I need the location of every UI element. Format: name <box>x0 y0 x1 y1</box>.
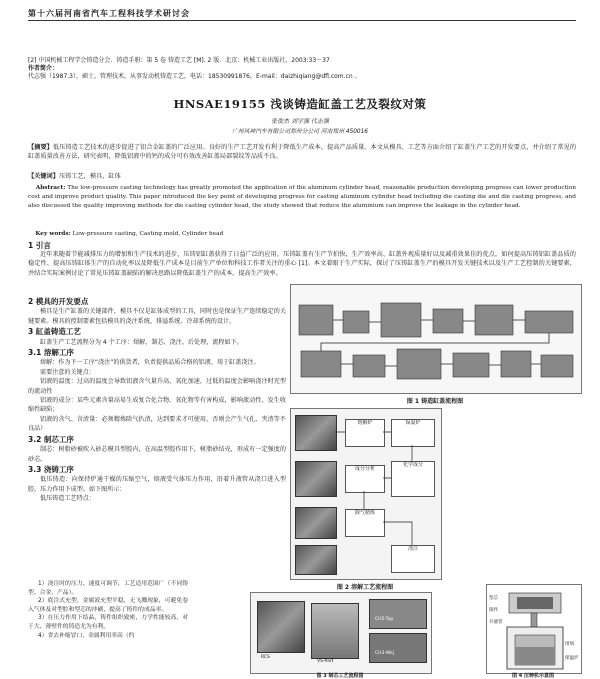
paper-authors: 张俊杰 刘学强 代志强 <box>271 118 329 125</box>
core-part-illustration <box>311 603 359 659</box>
reference-line: [2] 中国机械工程学会铸造分会．铸造手册：第 5 卷 铸造工艺 [M]. 2 版．北京：机械工业出版社，2003:33－37 <box>28 57 330 64</box>
fig2-box-6: 浇注 <box>391 545 435 573</box>
fig2-box-5: 除气精炼 <box>345 509 385 537</box>
fig4-label-riser: 升液管 <box>489 620 503 625</box>
features-list <box>28 580 188 640</box>
fig3-label-ch3: CH3-Wkj <box>375 651 395 656</box>
figure-2-caption: 图 2 溶解工艺流程图 <box>336 584 394 591</box>
feature-item-4: 4）省去补缩冒口，金属利用率高（约 <box>38 632 135 639</box>
figure-4 <box>486 584 582 674</box>
figure-2-arrows <box>291 409 441 579</box>
feature-item-1: 1）浇注时的压力、速度可调节，工艺适用范围广（不同铸型、合金、产品）。 <box>28 581 188 596</box>
section-3-1-body-5: 铝液的含气、含渣量：必须精炼除气扒渣，达到要求才可使用，否则会产生气孔、夹渣等不良品） <box>28 415 286 433</box>
fig4-label-casting: 铸件 <box>489 608 498 613</box>
section-3-1-body-1: 熔解：作为下一工序“浇注”的供货者，负责提供品质合格的铝液，用于缸盖浇注。 <box>40 359 260 367</box>
keywords-cn-label: 【关键词】 <box>28 173 59 180</box>
section-3-2-body: 制芯：树脂砂被吹入砂芯模具型腔内，在高温型腔作用下，树脂砂结壳，形成有一定强度的砂芯。 <box>28 446 286 463</box>
section-3-body: 缸盖生产工艺流程分为 4 个工序：熔解、制芯、浇注、后处理，流程如下。 <box>40 338 243 346</box>
post-processing-illustration <box>525 311 573 333</box>
section-3-3-body-2: 低压铸造工艺特点： <box>40 495 95 503</box>
section-3-1-title: 3.1 溶解工序 <box>28 348 74 358</box>
fig3-label-rcs: RCS <box>261 655 270 660</box>
feature-item-2: 2）底注式充型，金属液充型平稳，无飞溅现象，可避免卷入气体及对型腔和型芯的冲刷，提高了铸件的成品率。 <box>28 598 188 613</box>
section-3-1-body-4: 铝液的成分：某些元素含量高易生成复合化合物、氧化物等有害构成，影响流动性、发生收缩性缺陷； <box>28 397 286 414</box>
holding-furnace-illustration <box>343 311 369 333</box>
abstract-cn-label: 【摘要】 <box>28 144 53 151</box>
keywords-cn: 【关键词】压铸工艺，模具，缸体 <box>28 173 121 180</box>
left-column <box>28 296 286 504</box>
keywords-en: Key words: Low-pressure casting, Casting mold, Cylinder head <box>35 231 224 237</box>
keywords-en-label: Key words: <box>35 231 71 237</box>
fig4-label-crucible: 坩埚 <box>565 642 574 647</box>
abstract-en: Abstract: The low-pressure casting technology has greatly promoted the application of the aluminum cylinder head, reasonable production developing progress can lower production cost and improve product quality. This paper introduced the key point of developing progress for casting aluminum cylinder head including die casting die and die casting progress, and also discussed the quality improving methods for die casting cylinder head, the study showed that reduce the aluminium can improve the leakage in the cylinder head. <box>28 185 577 209</box>
section-3-2-title: 3.2 制芯工序 <box>28 434 74 444</box>
fig4-label-furnace: 保温炉 <box>565 656 579 661</box>
section-2-title: 2 模具的开发要点 <box>28 297 89 306</box>
paper-title: HNSAE19155 浅谈铸造缸盖工艺及裂纹对策 <box>173 97 427 111</box>
author-info: 代志强（1987.3），硕士，管理技术，从事发动机铸造工艺，电话：18530991876，E-mail：daizhiqiang@dfl.com.cn 。 <box>28 73 361 80</box>
header-rule <box>28 20 576 21</box>
fig3-label-ch5: CH5-Top <box>375 617 394 622</box>
feature-item-3: 3）在压力作用下结晶，铸件组织致密，力学性能较高，对于大、薄壁件的铸造尤为有利。 <box>28 615 188 630</box>
figure-3 <box>250 592 432 674</box>
core-top-photo <box>369 599 427 629</box>
core-bottom-photo <box>369 633 427 663</box>
fig3-label-vs-part: VS-Part <box>317 659 334 664</box>
fig2-box-2: 保温炉 <box>391 419 435 447</box>
fig2-box-4: 化学成分 <box>391 461 435 497</box>
figure-1-caption: 图 1 铸造缸盖流程图 <box>406 398 464 405</box>
section-1-title: 1 引言 <box>28 241 51 250</box>
fig2-box-3: 成分分析 <box>345 465 385 493</box>
fig2-box-1: 熔解炉 <box>345 419 385 447</box>
figure-1-flowchart <box>291 285 581 393</box>
section-3-title: 3 缸盖铸造工艺 <box>28 327 81 337</box>
figure-2 <box>290 408 442 580</box>
section-3-3-body-1: 低压铸造：向保持炉通干燥的压缩空气，熔液受气体压力作用，沿着升液管从浇口进入型腔，压力作用下成型。如下图所示： <box>28 476 286 493</box>
section-2-body: 模具是生产缸盖的关键部件，模具不仅是缸体成型的工具，同时也是保证生产连续稳定的关键要素。模具的控制要素包括模具的浇注系统、排溢系统、冷却系统的设计。 <box>28 308 286 325</box>
core-photo <box>257 601 305 653</box>
figure-1 <box>290 284 582 394</box>
section-3-1-body-3: 铝液的温度：过高的温度会导致铝液含气量升高，氧化加速，过低的温度会影响浇注时充型的流动性 <box>28 378 286 395</box>
journal-header: 第十六届河南省汽车工程科技学术研讨会 <box>28 9 190 18</box>
core-making-illustration <box>433 309 463 333</box>
abstract-en-label: Abstract: <box>35 185 66 191</box>
figure-4-caption: 图 4 压铸机示意图 <box>512 673 554 679</box>
fig4-label-core: 型芯 <box>489 596 498 601</box>
cooling-illustration <box>475 305 513 335</box>
figure-3-caption: 图 3 制芯工艺流程图 <box>316 673 364 679</box>
section-3-1-body-2: 需要注意的关键点： <box>40 368 95 376</box>
author-info-label: 作者简介： <box>28 65 59 72</box>
casting-machine-illustration <box>381 303 421 337</box>
section-intro <box>28 241 576 278</box>
paper-affiliation: 广州风神汽车有限公司郑州分公司 河南郑州 450016 <box>232 129 368 135</box>
section-1-body: 近年来随着节能减排压力的增加和生产技术的进步，压铸铝缸盖获得了日益广泛的应用，压铸缸盖有生产节拍快，生产效率高、缸盖外观质量好以及减重效果佳的优点。如何提高压铸铝缸盖品质的稳定性、提高压铸缸体生产的自动化率以及降低生产成本是目前生产单位和科技工作者关注的重心 [1]。本文着眼于生产实际，探讨了压铸缸盖生产的模具开发关键技术以及生产工艺控制的关键要素，并结合实际案例讨论了常见压铸缸盖缺陷的解决思路以降低缸盖生产的成本，提高生产效率。 <box>28 251 576 277</box>
section-3-3-title: 3.3 浇铸工序 <box>28 464 74 474</box>
melting-furnace-illustration <box>299 305 333 335</box>
abstract-cn: 【摘要】低压铸造工艺技术的进步促进了铝合金缸盖的广泛应用。良好的生产工艺开发有利于降低生产成本、提高产品质量。本文从模具、工艺等方面介绍了缸盖生产工艺的开发要点，并介绍了常见的缸盖质量改善方法，研究表明，降低铝液中的钙的成分可有效改善缸盖局部裂纹等品质不良。 <box>28 144 577 161</box>
